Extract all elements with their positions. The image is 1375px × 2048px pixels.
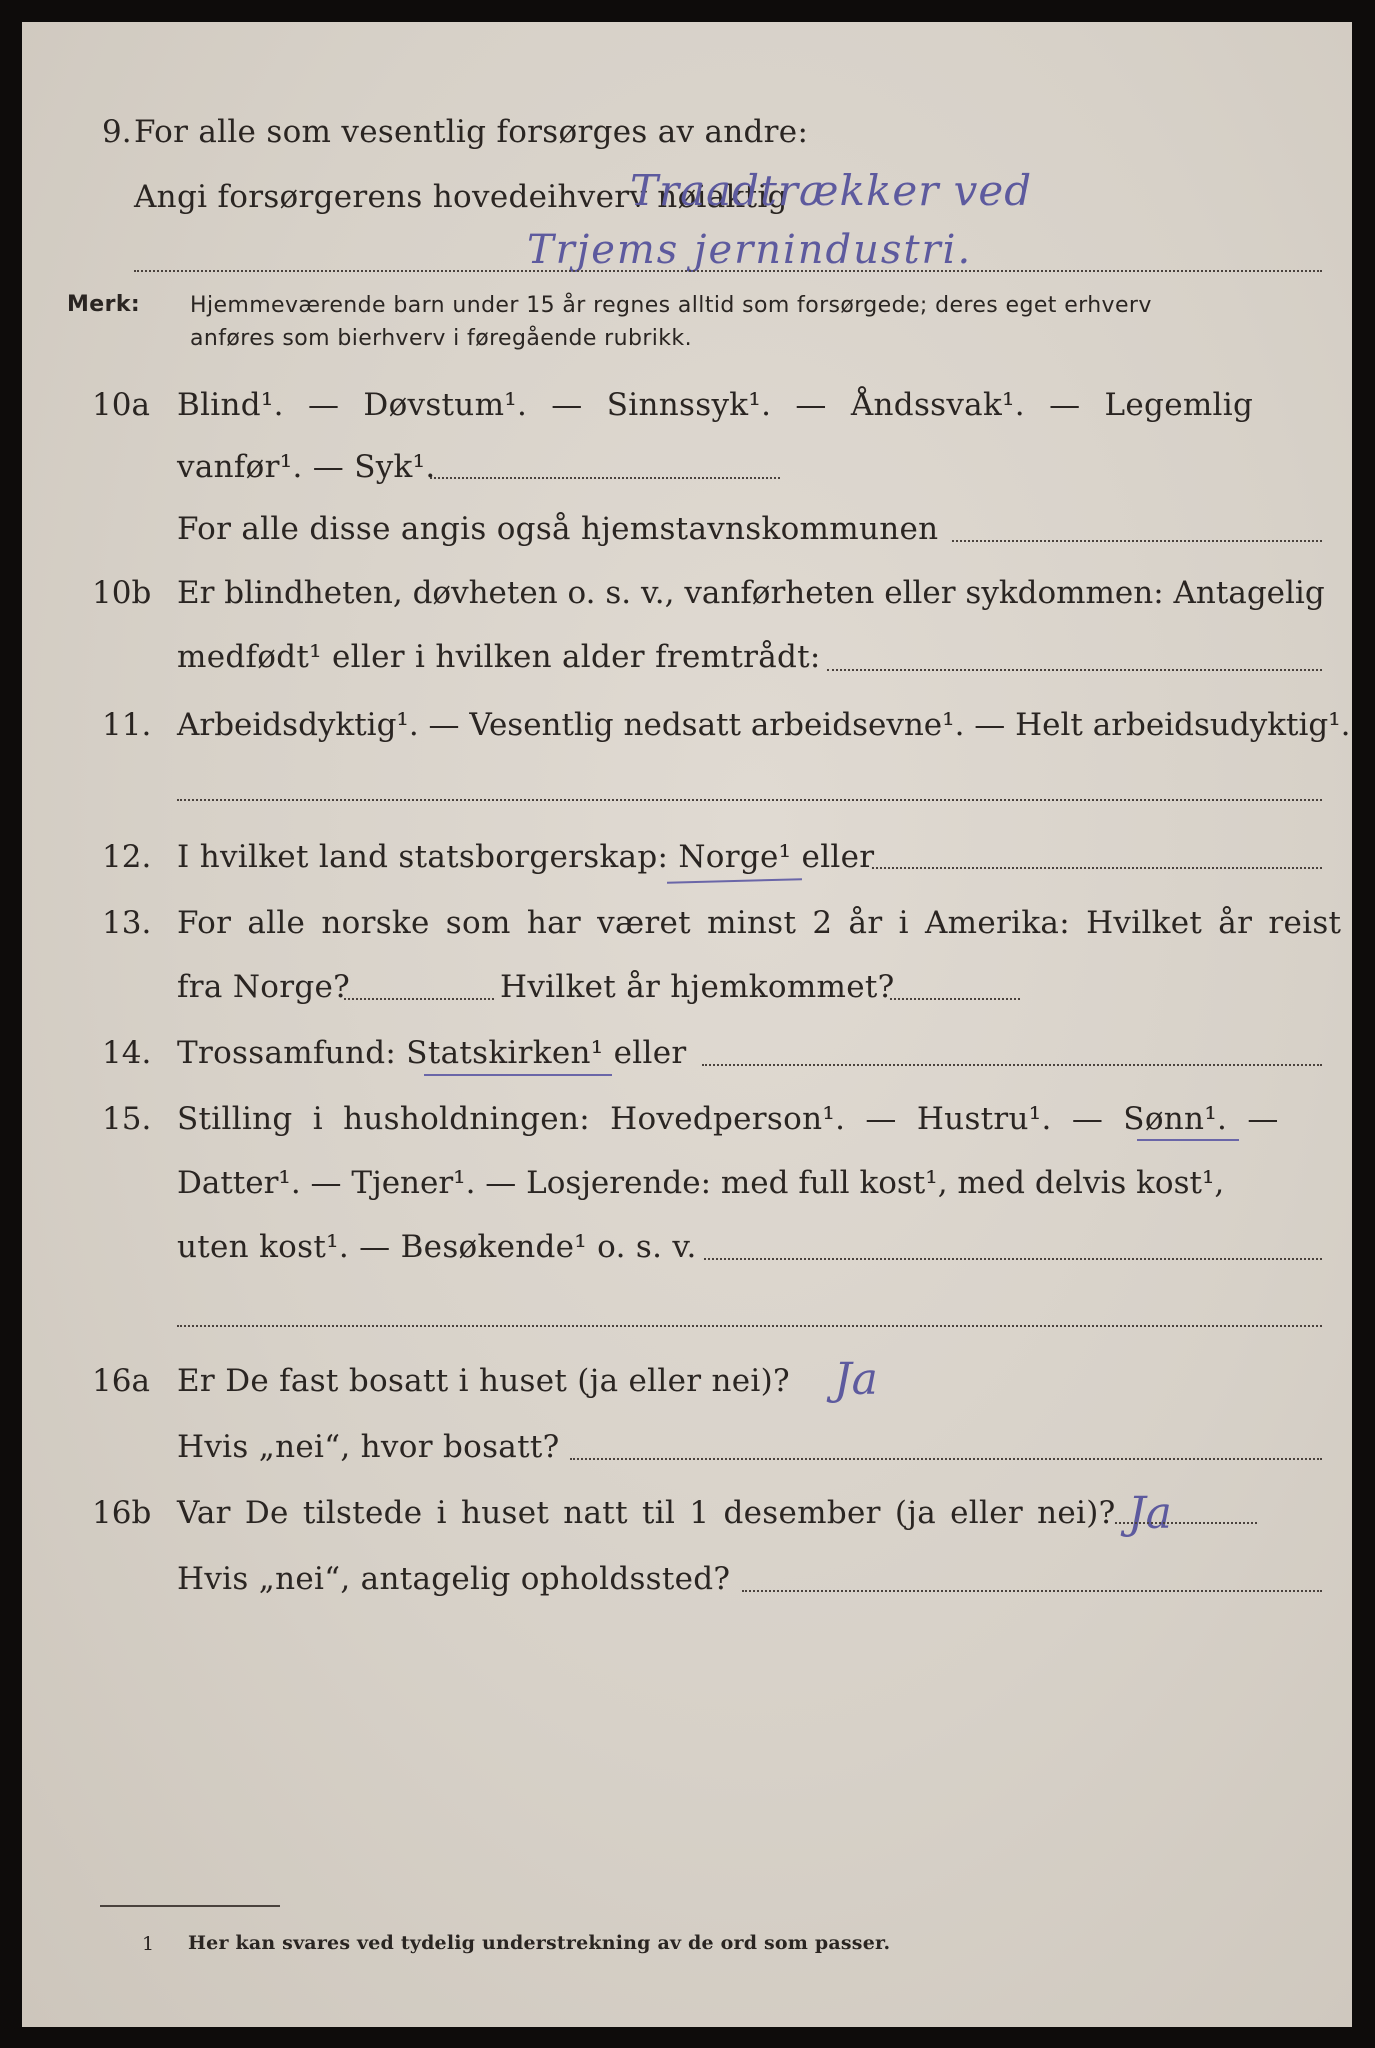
q9-handwritten-answer-1: Traadtrækker ved: [630, 166, 1033, 215]
q9-answer-line: [134, 270, 1322, 272]
q16a-bosatt-line: [570, 1458, 1322, 1460]
q15-line2: Datter¹. — Tjener¹. — Losjerende: med full kost¹, med delvis kost¹,: [177, 1165, 1225, 1201]
merk-label: Merk:: [67, 292, 141, 317]
q14-answer-line: [702, 1064, 1322, 1066]
q9-handwritten-answer-2: Trjems jernindustri.: [527, 227, 973, 273]
merk-line1: Hjemmeværende barn under 15 år regnes alltid som forsørgede; deres eget erhverv: [190, 293, 1152, 318]
q10b-line1: Er blindheten, døvheten o. s. v., vanførheten eller sykdommen: Antagelig: [177, 575, 1325, 611]
q11-answer-line: [177, 799, 1322, 801]
q11-number: 11.: [102, 707, 152, 743]
q16a-line1: Er De fast bosatt i huset (ja eller nei)?: [177, 1363, 790, 1399]
footnote-rule: [100, 1905, 280, 1907]
q12-norge-underline: [667, 878, 802, 884]
q10b-answer-line: [827, 669, 1322, 671]
q15-sonn-underline: [1137, 1139, 1239, 1141]
q11-line1: Arbeidsdyktig¹. — Vesentlig nedsatt arbeidsevne¹. — Helt arbeidsudyktig¹.: [177, 707, 1351, 743]
q16a-line2: Hvis „nei“, hvor bosatt?: [177, 1429, 560, 1465]
q12-number: 12.: [102, 839, 152, 875]
footnote-text: Her kan svares ved tydelig understrekning av de ord som passer.: [188, 1932, 891, 1954]
q14-line1: Trossamfund: Statskirken¹ eller: [177, 1035, 687, 1071]
q12-line1: I hvilket land statsborgerskap: Norge¹ eller: [177, 839, 875, 875]
q14-number: 14.: [102, 1035, 152, 1071]
q10a-line1: Blind¹. — Døvstum¹. — Sinnssyk¹. — Åndssvak¹. — Legemlig: [177, 387, 1254, 423]
q10a-kommune-line: [952, 540, 1322, 542]
q10b-number: 10b: [92, 575, 152, 611]
q15-line1: Stilling i husholdningen: Hovedperson¹. — Hustru¹. — Sønn¹. —: [177, 1101, 1279, 1137]
footnote-mark: 1: [142, 1933, 155, 1955]
q13-reist-line: [344, 998, 494, 1000]
q13-line2b: Hvilket år hjemkommet?: [500, 969, 895, 1005]
q10a-number: 10a: [92, 387, 150, 423]
q15-answer-line-1: [704, 1258, 1322, 1260]
q9-number: 9.: [102, 114, 132, 150]
q16b-opholdssted-line: [742, 1590, 1322, 1592]
q10b-line2: medfødt¹ eller i hvilken alder fremtrådt:: [177, 639, 821, 675]
q16a-handwritten-answer: Ja: [834, 1354, 878, 1405]
q16b-answer-line: [1115, 1522, 1257, 1524]
q9-line1: For alle som vesentlig forsørges av andre:: [134, 114, 809, 150]
q15-number: 15.: [102, 1101, 152, 1137]
census-form-page: [22, 22, 1352, 2027]
q15-answer-line-2: [177, 1325, 1322, 1327]
q16b-handwritten-answer: Ja: [1128, 1488, 1172, 1539]
q13-line2a: fra Norge?: [177, 969, 351, 1005]
q13-line1: For alle norske som har været minst 2 år i Amerika: Hvilket år reist: [177, 905, 1342, 941]
q9-line2: Angi forsørgerens hovedeihverv nøiaktig: [134, 179, 788, 215]
q10a-line3: For alle disse angis også hjemstavnskommunen: [177, 511, 939, 547]
q10a-line2: vanfør¹. — Syk¹.: [177, 449, 436, 485]
q16a-number: 16a: [92, 1363, 150, 1399]
q13-number: 13.: [102, 905, 152, 941]
merk-line2: anføres som bierhverv i føregående rubrikk.: [190, 326, 692, 351]
q13-hjemkommet-line: [890, 998, 1020, 1000]
q12-answer-line: [872, 867, 1322, 869]
q15-line3: uten kost¹. — Besøkende¹ o. s. v.: [177, 1229, 697, 1265]
q16b-line2: Hvis „nei“, antagelig opholdssted?: [177, 1561, 731, 1597]
q16b-number: 16b: [92, 1495, 152, 1531]
q14-statskirken-underline: [424, 1074, 612, 1076]
q16b-line1: Var De tilstede i huset natt til 1 desember (ja eller nei)?: [177, 1495, 1116, 1531]
q10a-syk-line: [430, 477, 780, 479]
